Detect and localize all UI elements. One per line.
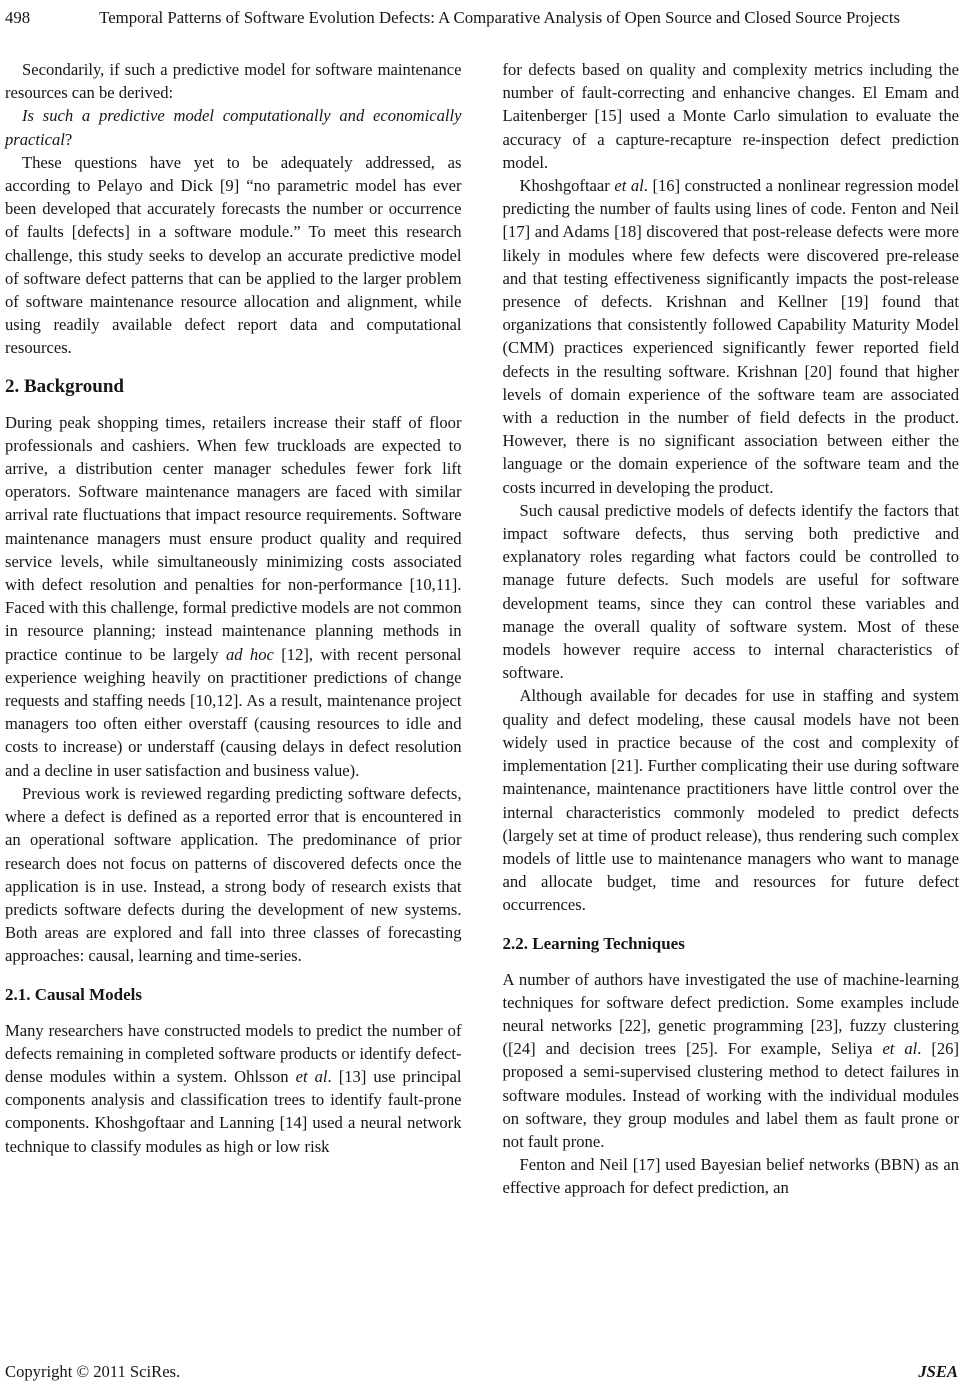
paragraph [5,104,462,150]
text-run: These questions have yet to be adequately addressed, as according to Pelayo and Dick [9] “no parametric model has ever been developed that accurately forecasts the number or occurrence of faults [defects] in a software module.” To meet this research challenge, this study seeks to develop an accurate predictive model of software defect patterns that can be applied to the larger problem of software maintenance resource allocation and alignment, while using readily available defect report data and computational resources. [5,152,462,358]
paragraph [503,684,960,916]
article-body [5,58,959,1200]
paragraph [5,411,462,782]
paragraph [503,174,960,499]
text-run: Many researchers have constructed models to predict the number of defects remaining in completed software products or identify defect-dense modules within a system. Ohlsson [5,1020,462,1086]
page-footer [5,1361,958,1382]
paragraph [5,782,462,968]
text-run: Khoshgoftaar [519,176,615,196]
text-run: 2. Background [5,375,124,397]
italic-text-run: Is such a predictive model computationally and economically practical [5,106,462,149]
paragraph [5,58,462,104]
subsection-heading [5,983,462,1007]
text-run: Although available for decades for use in staffing and system quality and defect modeling, these causal models have not been widely used in practice because of the cost and complexity of implementation [21]. Further complicating their use during software maintenance, maintenance practitioners have little control over the internal characteristics commonly modeled to predict defects (largely set at time of product release), thus rendering such complex models of little use to maintenance managers who want to manage and allocate budget, time and resources for future defect occurrences. [502,686,959,915]
text-run: Secondarily, if such a predictive model for software maintenance resources can be derived: [5,60,462,103]
journal-abbreviation: JSEA [918,1362,958,1381]
paragraph [5,1019,462,1158]
text-run: ? [64,129,73,149]
copyright-notice: Copyright © 2011 SciRes. [5,1362,181,1381]
text-run: . [16] constructed a nonlinear regression model predicting the number of faults using lines of code. Fenton and Neil [17] and Adams [18] discovered that post-release defects were more likely in modules where few defects were discovered pre-release and that testing effectiveness significantly impacts the post-release presence of defects. Krishnan and Kellner [19] found that organizations that consistently followed Capability Maturity Model (CMM) practices experienced significantly fewer reported field defects in the resulting software. Krishnan [20] found that higher levels of domain experience of the software team are associated with a reduction in the number of field defects in the product. However, there is no significant association between either the language or the domain experience of the software team and the costs incurred in developing the product. [502,176,959,497]
text-run: for defects based on quality and complexity metrics including the number of fault-correcting and enhancive changes. El Emam and Laitenberger [15] used a Monte Carlo simulation to evaluate the accuracy of a capture-recapture re-inspection defect prediction model. [502,60,959,172]
italic-text-run: et al [882,1039,918,1059]
paragraph [5,151,462,360]
italic-text-run: et al [614,176,644,196]
text-run: Previous work is reviewed regarding predicting software defects, where a defect is defined as a reported error that is encountered in an operational software application. The predominance of prior research does not focus on patterns of discovered defects once the application is in use. Instead, a strong body of research exists that predicts software defects during the development of new systems. Both areas are explored and fall into three classes of forecasting approaches: causal, learning and time-series. [5,783,462,966]
text-run: Such causal predictive models of defects identify the factors that impact software defects, thus serving both predictive and explanatory roles regarding what factors could be controlled to manage future defects. Such models are useful for software development teams, since they can control these variables and manage the overall quality of software system. Most of these models however require access to internal characteristics of software. [502,500,959,683]
italic-text-run: ad hoc [225,644,274,664]
text-run: 2.1. Causal Models [5,984,142,1004]
left-column [5,58,462,1200]
text-run: A number of authors have investigated the use of machine-learning techniques for software defect prediction. Some examples include neural networks [22], genetic programming [23], fuzzy clustering ([24] and decision trees [25]. For example, Seliya [502,969,959,1059]
paragraph [503,58,960,174]
paragraph [503,1153,960,1199]
subsection-heading [503,932,960,956]
italic-text-run: et al [295,1066,328,1086]
text-run: . [13] use principal components analysis and classification trees to identify fault-prone components. Khoshgoftaar and Lanning [14] used a neural network technique to classify modules as high or low risk [5,1066,462,1156]
text-run: . [26] proposed a semi-supervised clustering method to detect failures in software modules. Instead of working with the individual modules on software, they group modules and label them as fault prone or not fault prone. [502,1039,959,1151]
text-run: [12], with recent personal experience weighing heavily on practitioner predictions of change requests and staffing needs [10,12]. As a result, maintenance project managers too often either overstaff (causing resources to idle and costs to increase) or understaff (causing delays in defect resolution and a decline in user satisfaction and business value). [5,644,462,780]
page-header [5,8,959,28]
paragraph [503,499,960,685]
text-run: During peak shopping times, retailers increase their staff of floor professionals and cashiers. When few truckloads are expected to arrive, a distribution center manager schedules fewer fork lift operators. Software maintenance managers are faced with similar arrival rate fluctuations that impact resource requirements. Software maintenance managers must ensure product quality and required service levels, while simultaneously minimizing costs associated with defect resolution and penalties for non-performance [10,11]. Faced with this challenge, formal predictive models are not common in resource planning; instead maintenance planning methods in practice continue to be largely [5,412,462,664]
page-number: 498 [5,8,31,27]
paragraph [503,968,960,1154]
text-run: Fenton and Neil [17] used Bayesian belief networks (BBN) as an effective approach for defect prediction, an [502,1155,959,1198]
text-run: 2.2. Learning Techniques [502,933,685,953]
running-title: Temporal Patterns of Software Evolution Defects: A Comparative Analysis of Open Source and Closed Source Projects [99,8,901,27]
section-heading [5,374,462,399]
right-column [503,58,960,1200]
